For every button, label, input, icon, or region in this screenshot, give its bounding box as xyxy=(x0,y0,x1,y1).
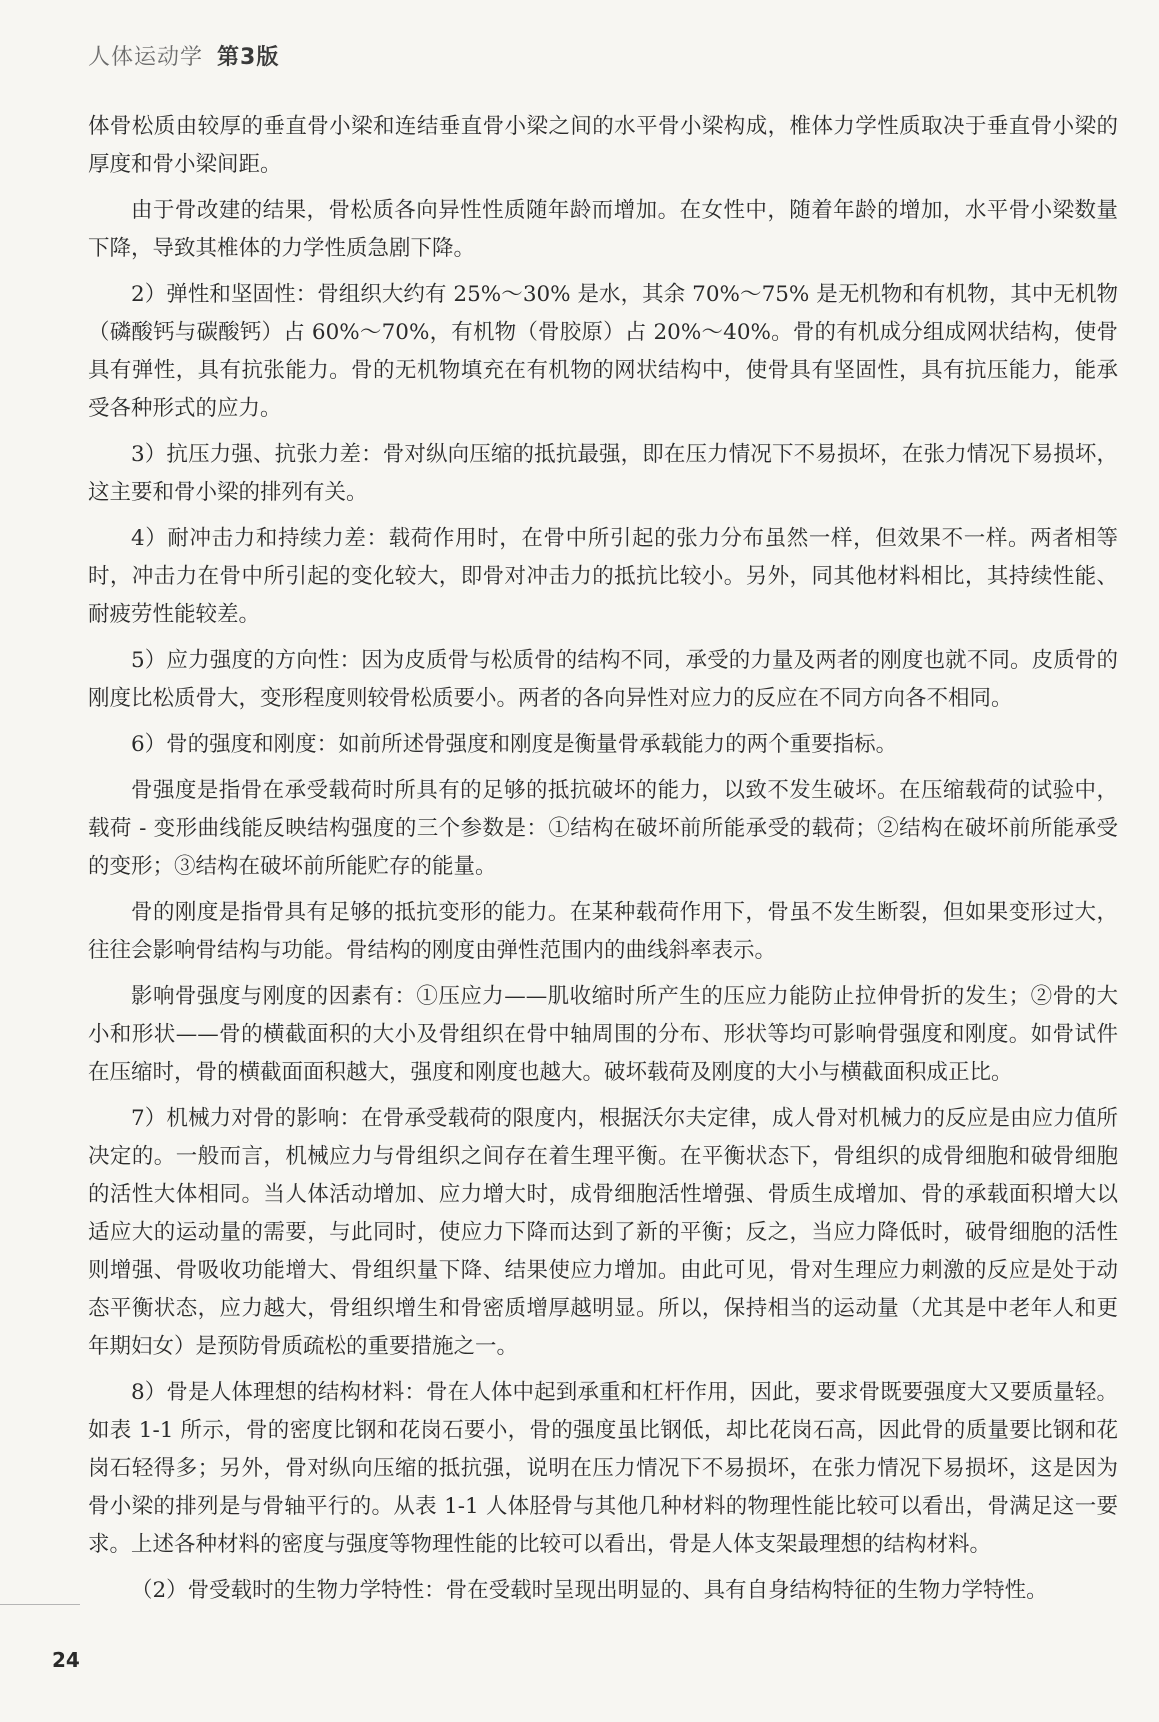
paragraph-structural-material: 8）骨是人体理想的结构材料：骨在人体中起到承重和杠杆作用，因此，要求骨既要强度大又要质量轻。如表 1-1 所示，骨的密度比钢和花岗石要小，骨的强度虽比钢低，却比花岗石高，因此骨的质量要比钢和花岗石轻得多；另外，骨对纵向压缩的抵抗强，说明在压力情况下不易损坏，在张力情况下易损坏，这是因为骨小梁的排列是与骨轴平行的。从表 1-1 人体胫骨与其他几种材料的物理性能比较可以看出，骨满足这一要求。上述各种材料的密度与强度等物理性能的比较可以看出，骨是人体支架最理想的结构材料。 xyxy=(88,1380,1118,1557)
footnote-rule xyxy=(0,1604,80,1605)
paragraph-impact: 4）耐冲击力和持续力差：载荷作用时，在骨中所引起的张力分布虽然一样，但效果不一样。两者相等时，冲击力在骨中所引起的变化较大，即骨对冲击力的抵抗比较小。另外，同其他材料相比，其持续性能、耐疲劳性能较差。 xyxy=(88,526,1118,627)
paragraph-compression: 3）抗压力强、抗张力差：骨对纵向压缩的抵抗最强，即在压力情况下不易损坏，在张力情况下易损坏，这主要和骨小梁的排列有关。 xyxy=(88,442,1118,505)
paragraph-loading-properties: （2）骨受载时的生物力学特性：骨在受载时呈现出明显的、具有自身结构特征的生物力学特性。 xyxy=(131,1578,1048,1603)
paragraph-factors: 影响骨强度与刚度的因素有：①压应力——肌收缩时所产生的压应力能防止拉伸骨折的发生；②骨的大小和形状——骨的横截面积的大小及骨组织在骨中轴周围的分布、形状等均可影响骨强度和刚度。如骨试件在压缩时，骨的横截面面积越大，强度和刚度也越大。破坏载荷及刚度的大小与横截面积成正比。 xyxy=(88,984,1118,1085)
paragraph-strength-stiffness: 6）骨的强度和刚度：如前所述骨强度和刚度是衡量骨承载能力的两个重要指标。 xyxy=(131,732,898,757)
paragraph-mechanical-force: 7）机械力对骨的影响：在骨承受载荷的限度内，根据沃尔夫定律，成人骨对机械力的反应是由应力值所决定的。一般而言，机械应力与骨组织之间存在着生理平衡。在平衡状态下，骨组织的成骨细胞和破骨细胞的活性大体相同。当人体活动增加、应力增大时，成骨细胞活性增强、骨质生成增加、骨的承载面积增大以适应大的运动量的需要，与此同时，使应力下降而达到了新的平衡；反之，当应力降低时，破骨细胞的活性则增强、骨吸收功能增大、骨组织量下降、结果使应力增加。由此可见，骨对生理应力刺激的反应是处于动态平衡状态，应力越大，骨组织增生和骨密质增厚越明显。所以，保持相当的运动量（尤其是中老年人和更年期妇女）是预防骨质疏松的重要措施之一。 xyxy=(88,1106,1118,1359)
paragraph-strength-definition: 骨强度是指骨在承受载荷时所具有的足够的抵抗破坏的能力，以致不发生破坏。在压缩载荷的试验中，载荷 - 变形曲线能反映结构强度的三个参数是：①结构在破坏前所能承受的载荷；②结构在破坏前所能承受的变形；③结构在破坏前所能贮存的能量。 xyxy=(88,778,1118,879)
paragraph-direction: 5）应力强度的方向性：因为皮质骨与松质骨的结构不同，承受的力量及两者的刚度也就不同。皮质骨的刚度比松质骨大，变形程度则较骨松质要小。两者的各向异性对应力的反应在不同方向各不相同。 xyxy=(88,648,1118,711)
paragraph-elasticity: 2）弹性和坚固性：骨组织大约有 25%～30% 是水，其余 70%～75% 是无机物和有机物，其中无机物（磷酸钙与碳酸钙）占 60%～70%，有机物（骨胶原）占 20%～40%。骨的有机成分组成网状结构，使骨具有弹性，具有抗张能力。骨的无机物填充在有机物的网状结构中，使骨具有坚固性，具有抗压能力，能承受各种形式的应力。 xyxy=(88,282,1118,421)
body-text xyxy=(88,108,1118,1618)
paragraph-stiffness-definition: 骨的刚度是指骨具有足够的抵抗变形的能力。在某种载荷作用下，骨虽不发生断裂，但如果变形过大，往往会影响骨结构与功能。骨结构的刚度由弹性范围内的曲线斜率表示。 xyxy=(88,900,1118,963)
book-title: 人体运动学 xyxy=(88,45,204,70)
running-header xyxy=(88,40,279,71)
paragraph-2: 由于骨改建的结果，骨松质各向异性性质随年龄而增加。在女性中，随着年龄的增加，水平骨小梁数量下降，导致其椎体的力学性质急剧下降。 xyxy=(88,198,1118,261)
edition-label: 第3版 xyxy=(217,45,280,70)
paragraph-1: 体骨松质由较厚的垂直骨小梁和连结垂直骨小梁之间的水平骨小梁构成，椎体力学性质取决于垂直骨小梁的厚度和骨小梁间距。 xyxy=(88,114,1118,177)
page-number: 24 xyxy=(52,1648,80,1672)
